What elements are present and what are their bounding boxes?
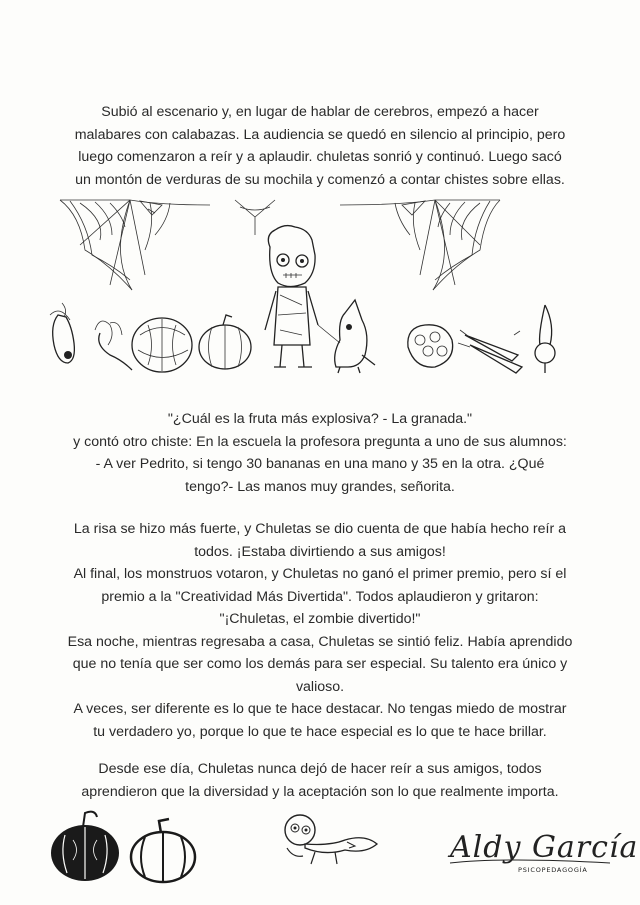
closing-paragraph: [40, 758, 600, 803]
beet-icon: [535, 305, 555, 373]
ending-paragraph: [40, 518, 600, 743]
text-line: Esa noche, mientras regresaba a casa, Chuletas se sintió feliz. Había aprendido: [67, 633, 573, 650]
text-line: valioso.: [295, 678, 345, 695]
zombie-head-icon: [285, 815, 315, 845]
text-line: todos. ¡Estaba divirtiendo a sus amigos!: [194, 543, 446, 560]
carrots-icon: [458, 330, 522, 373]
radish-bunch-icon: [95, 321, 132, 370]
text-line: y contó otro chiste: En la escuela la profesora pregunta a uno de sus alumnos:: [73, 433, 567, 450]
text-line: Desde ese día, Chuletas nunca dejó de hacer reír a sus amigos, todos: [98, 761, 542, 777]
pumpkin-icon: [199, 315, 251, 369]
zombie-icon: [265, 226, 340, 367]
text-line: "¡Chuletas, el zombie divertido!": [219, 611, 421, 627]
jokes-paragraph: [40, 408, 600, 498]
text-line: que no tenía que ser como los demás para ser especial. Su talento era único y: [72, 656, 568, 672]
text-line: premio a la "Creatividad Más Divertida". Todos aplaudieron y gritaron:: [101, 588, 539, 605]
signature-name: Aldy García: [450, 830, 639, 865]
zombie-lying-illustration: [275, 808, 385, 873]
pumpkins-illustration: [45, 805, 205, 885]
text-line: un montón de verduras de su mochila y comenzó a contar chistes sobre ellas.: [75, 171, 565, 188]
cauliflower-icon: [408, 325, 453, 367]
pumpkin-outline-icon: [131, 819, 195, 882]
spider-web-center-icon: [235, 200, 275, 235]
text-line: tu verdadero yo, porque lo que te hace especial es lo que te hace brillar.: [93, 723, 547, 740]
eggplant-icon: [50, 303, 74, 363]
text-line: A veces, ser diferente es lo que te hace destacar. No tengas miedo de mostrar: [73, 701, 567, 717]
pumpkin-patterned-icon: [51, 812, 119, 881]
text-line: La risa se hizo más fuerte, y Chuletas se dio cuenta de que había hecho reír a: [73, 521, 567, 537]
text-line: - A ver Pedrito, si tengo 30 bananas en una mano y 35 en la otra. ¿Qué: [95, 456, 545, 472]
text-line: Subió al escenario y, en lugar de hablar de cerebros, empezó a hacer: [101, 104, 539, 120]
text-line: Al final, los monstruos votaron, y Chuletas no ganó el primer premio, pero sí el: [73, 566, 567, 582]
spider-web-left-icon: [60, 200, 210, 290]
dog-icon: [335, 300, 375, 373]
text-line: luego comenzaron a reír y a aplaudir. chuletas sonrió y continuó. Luego sacó: [78, 149, 562, 165]
signature-subtitle: PSICOPEDAGOGÍA: [518, 866, 588, 874]
text-line: "¿Cuál es la fruta más explosiva? - La granada.": [167, 411, 473, 427]
cabbage-icon: [132, 318, 192, 372]
spider-web-right-icon: [340, 200, 500, 290]
intro-paragraph: [40, 101, 600, 191]
text-line: aprendieron que la diversidad y la aceptación son lo que realmente importa.: [81, 783, 559, 800]
text-line: malabares con calabazas. La audiencia se quedó en silencio al principio, pero: [74, 126, 566, 143]
text-line: tengo?- Las manos muy grandes, señorita.: [185, 478, 455, 495]
zombie-vegetables-illustration: [40, 195, 600, 385]
